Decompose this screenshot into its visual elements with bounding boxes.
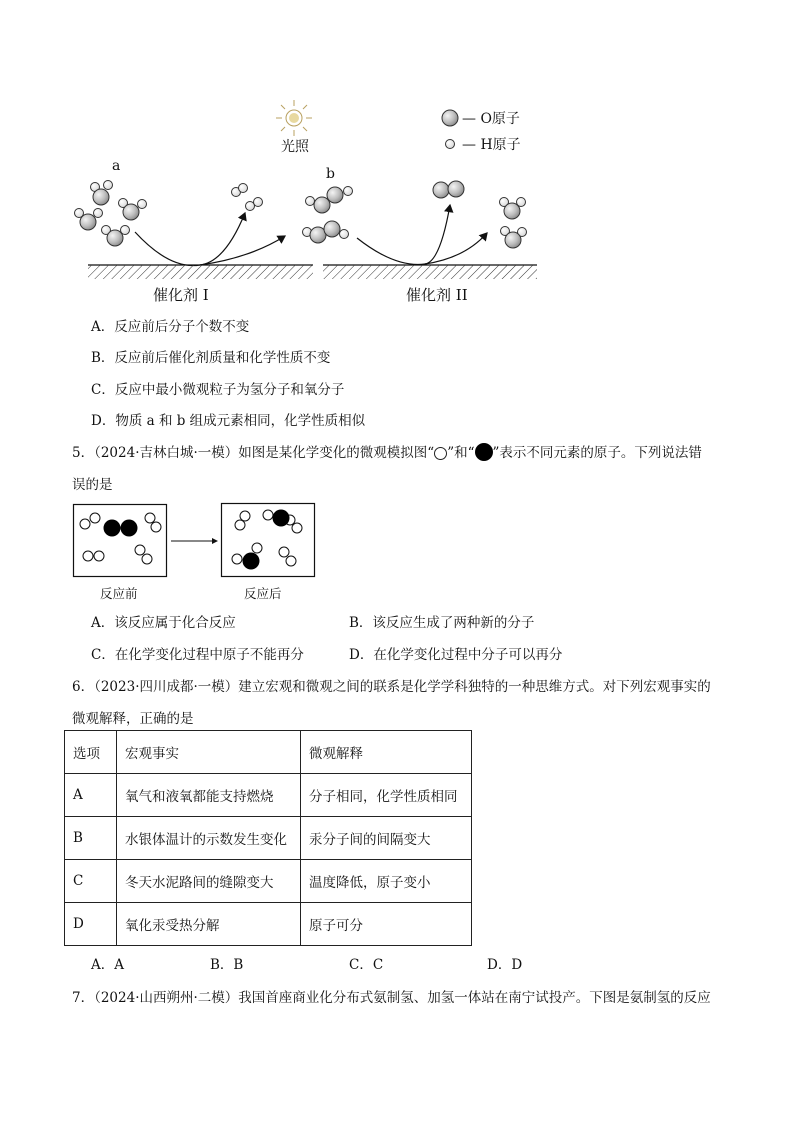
- oxygen-molecule: [433, 181, 464, 198]
- q6-stem-line2: 微观解释，正确的是: [72, 711, 194, 727]
- q6-option-c: C．C: [349, 957, 384, 973]
- q5-option-d: D．在化学变化过程中分子可以再分: [349, 647, 563, 663]
- table-cell: 分子相同，化学性质相同: [301, 774, 472, 817]
- molecules-b: [303, 187, 353, 244]
- table-row: [65, 774, 472, 817]
- q5-stem: [72, 441, 702, 461]
- q6-option-b: B．B: [210, 957, 244, 973]
- table-cell: 温度降低，原子变小: [301, 860, 472, 903]
- after-box: [222, 504, 315, 577]
- table-cell: 原子可分: [301, 903, 472, 946]
- table-cell: B: [65, 817, 117, 860]
- legend-h-label: — H原子: [462, 137, 521, 153]
- q4-option-d: D．物质 a 和 b 组成元素相同，化学性质相似: [91, 413, 366, 429]
- q5-stem-part2: ”和“: [447, 445, 475, 461]
- table-row: [65, 903, 472, 946]
- table-cell: 氧气和液氧都能支持燃烧: [117, 774, 301, 817]
- water-molecules-product: [500, 198, 527, 249]
- table-header-cell: 微观解释: [301, 731, 472, 774]
- q5-stem-part3: ”表示不同元素的原子。下列说法错: [492, 445, 702, 461]
- q6-option-a: A．A: [91, 957, 124, 973]
- q6-option-d: D．D: [487, 957, 523, 973]
- q4-option-c: C．反应中最小微观粒子为氢分子和氧分子: [91, 382, 345, 398]
- black-atom-icon: [475, 443, 493, 461]
- legend-o-label: — O原子: [462, 111, 520, 127]
- q5-option-a: A．该反应属于化合反应: [91, 615, 236, 631]
- catalyst2-label: 催化剂 II: [406, 286, 468, 304]
- q5-stem-part1: 5．（2024·吉林白城·一模）如图是某化学变化的微观模拟图“: [72, 445, 435, 461]
- hydrogen-molecules: [232, 184, 263, 211]
- catalyst1-label: 催化剂 I: [153, 286, 209, 304]
- before-box: [74, 505, 167, 577]
- table-cell: A: [65, 774, 117, 817]
- table-cell: 水银体温计的示数发生变化: [117, 817, 301, 860]
- table-row: [65, 860, 472, 903]
- before-label: 反应前: [100, 586, 138, 601]
- q5-stem-line2: 误的是: [72, 477, 113, 493]
- table-cell: 氧化汞受热分解: [117, 903, 301, 946]
- table-cell: 汞分子间的间隔变大: [301, 817, 472, 860]
- table-row: [65, 817, 472, 860]
- label-a: a: [112, 158, 121, 174]
- table-header-cell: 宏观事实: [117, 731, 301, 774]
- q7-stem-line1: 7．（2024·山西朔州·二模）我国首座商业化分布式氨制氢、加氢一体站在南宁试投产。下图是氨制氢的反应: [72, 990, 711, 1006]
- legend-o-atom-icon: [442, 110, 458, 126]
- q4-option-b: B．反应前后催化剂质量和化学性质不变: [91, 350, 331, 366]
- table-cell: D: [65, 903, 117, 946]
- label-b: b: [326, 166, 335, 182]
- table-cell: 冬天水泥路间的缝隙变大: [117, 860, 301, 903]
- q6-stem-line1: 6．（2023·四川成都·一模）建立宏观和微观之间的联系是化学学科独特的一种思维方式。对下列宏观事实的: [72, 679, 711, 695]
- table-header-cell: 选项: [65, 731, 117, 774]
- reaction-arrow: [171, 538, 218, 544]
- white-atom-icon: [434, 447, 447, 460]
- q4-option-a: A．反应前后分子个数不变: [91, 319, 250, 335]
- catalyst-surfaces: [88, 265, 537, 279]
- table-header-row: [65, 731, 472, 774]
- molecules-a: [75, 181, 147, 247]
- q6-table: [64, 730, 472, 946]
- after-label: 反应后: [244, 586, 282, 601]
- sun-label: 光照: [281, 139, 309, 155]
- sun-icon: [276, 100, 312, 136]
- catalysis-diagram: [0, 0, 794, 310]
- q5-option-c: C．在化学变化过程中原子不能再分: [91, 647, 304, 663]
- table-cell: C: [65, 860, 117, 903]
- legend-h-atom-icon: [446, 140, 455, 149]
- q5-option-b: B．该反应生成了两种新的分子: [349, 615, 535, 631]
